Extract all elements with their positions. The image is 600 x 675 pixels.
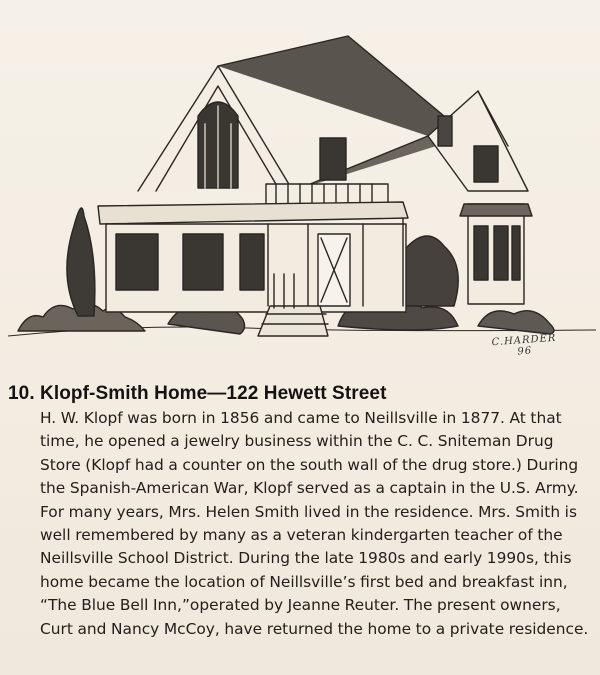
entry-heading	[8, 382, 592, 406]
entry-body: H. W. Klopf was born in 1856 and came to Neillsville in 1877. At that time, he opened a jewelry business within the C. C. Sniteman Drug Store (Klopf had a counter on the south wall of the drug store.) During the Spanish-American War, Klopf served as a captain in the U.S. Army. For many years, Mrs. Helen Smith lived in the residence. Mrs. Smith is well remembered by many as a veteran kindergarten teacher of the Neillsville School District. During the late 1980s and early 1990s, this home became the location of Neillsville’s first bed and breakfast inn, “The Blue Bell Inn,”operated by Jeanne Reuter. The present owners, Curt and Nancy McCoy, have returned the home to a private residence.	[40, 409, 589, 638]
artist-signature-year: 96	[517, 345, 533, 358]
house-illustration	[8, 6, 596, 378]
entry-section	[8, 382, 592, 641]
entry-title: Klopf-Smith Home—122 Hewett Street	[40, 383, 387, 404]
artist-signature	[491, 333, 557, 359]
artist-signature-name: C.HARDER	[491, 332, 557, 349]
entry-number: 10.	[8, 383, 35, 404]
